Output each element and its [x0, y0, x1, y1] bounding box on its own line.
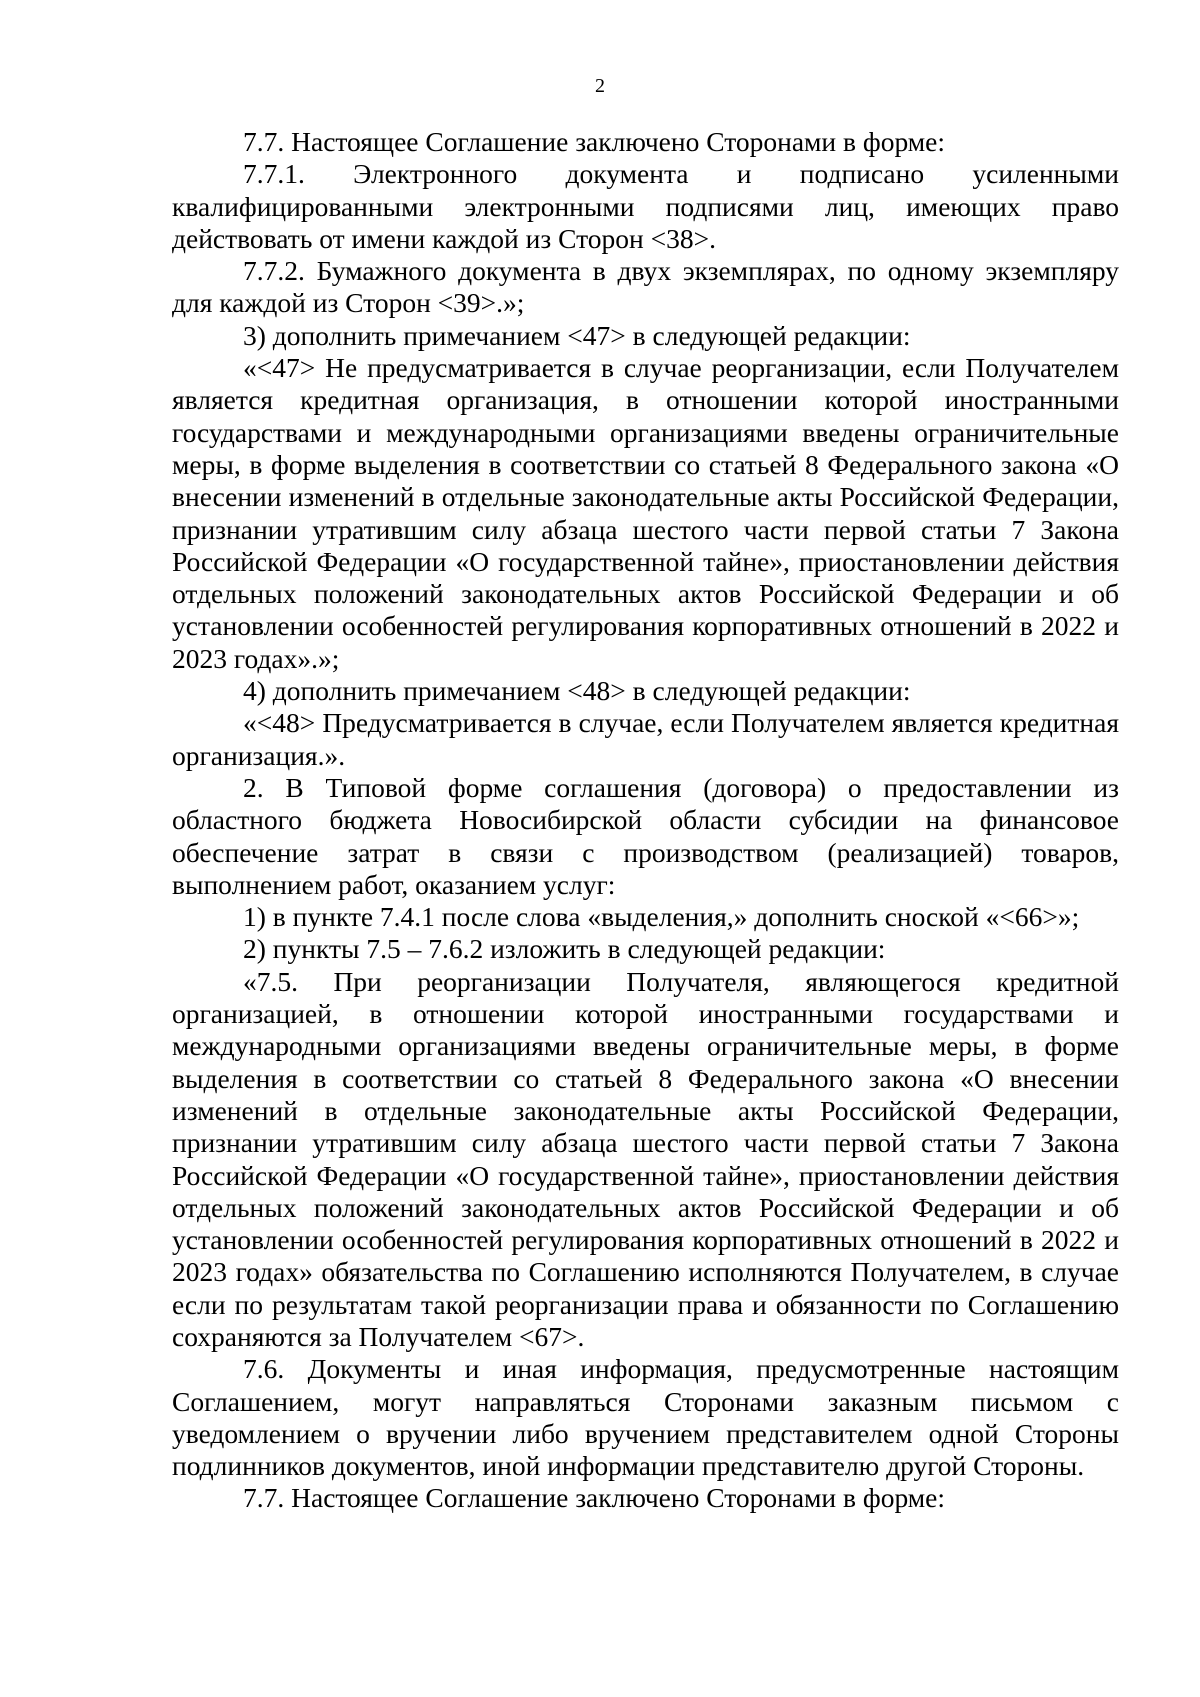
page-number: 2 — [595, 75, 605, 97]
paragraph-section-2-item-2: 2) пункты 7.5 – 7.6.2 изложить в следующей редакции: — [243, 933, 886, 965]
paragraph-section-2-item-1: 1) в пункте 7.4.1 после слова «выделения,» дополнить сноской «<66>»; — [243, 901, 1080, 933]
paragraph-7-7-1: 7.7.1. Электронного документа и подписано усиленными квалифицированными электронными подписями лиц, имеющих право действовать от имени каждой из Сторон <38>. — [172, 158, 1119, 254]
paragraph-note-48: «<48> Предусматривается в случае, если Получателем является кредитная организация.». — [172, 707, 1119, 771]
paragraph-item-4: 4) дополнить примечанием <48> в следующей редакции: — [243, 675, 911, 707]
paragraph-7-7-heading: 7.7. Настоящее Соглашение заключено Сторонами в форме: — [243, 126, 946, 157]
paragraph-7-5: «7.5. При реорганизации Получателя, являющегося кредитной организацией, в отношении которой иностранными государствами и международными организациями введены ограничительные меры, в форме выделения в соответствии со статьей 8 Федерального закона «О внесении изменений в отдельные законодательные акты Российской Федерации, признании утратившим силу абзаца шестого части первой статьи 7 Закона Российской Федерации «О государственной тайне», приостановлении действия отдельных положений законодательных актов Российской Федерации и об установлении особенностей регулирования корпоративных отношений в 2022 и 2023 годах» обязательства по Соглашению исполняются Получателем, в случае если по результатам такой реорганизации права и обязанности по Соглашению сохраняются за Получателем <67>. — [172, 965, 1119, 1352]
paragraph-7-7-2: 7.7.2. Бумажного документа в двух экземплярах, по одному экземпляру для каждой из Сторон <39>.»; — [172, 255, 1119, 319]
paragraph-note-47: «<47> Не предусматривается в случае реорганизации, если Получателем является кредитная организация, в отношении которой иностранными государствами и международными организациями введены ограничительные меры, в форме выделения в соответствии со статьей 8 Федерального закона «О внесении изменений в отдельные законодательные акты Российской Федерации, признании утратившим силу абзаца шестого части первой статьи 7 Закона Российской Федерации «О государственной тайне», приостановлении действия отдельных положений законодательных актов Российской Федерации и об установлении особенностей регулирования корпоративных отношений в 2022 и 2023 годах».»; — [172, 352, 1119, 674]
document-body — [172, 126, 1119, 1515]
paragraph-section-2: 2. В Типовой форме соглашения (договора) о предоставлении из областного бюджета Новосибирской области субсидии на финансовое обеспечение затрат в связи с производством (реализацией) товаров, выполнением работ, оказанием услуг: — [172, 771, 1119, 900]
paragraph-item-3: 3) дополнить примечанием <47> в следующей редакции: — [243, 319, 911, 351]
paragraph-7-7-final: 7.7. Настоящее Соглашение заключено Сторонами в форме: — [243, 1482, 946, 1514]
paragraph-7-6: 7.6. Документы и иная информация, предусмотренные настоящим Соглашением, могут направляться Сторонами заказным письмом с уведомлением о вручении либо вручением представителем одной Стороны подлинников документов, иной информации представителю другой Стороны. — [172, 1353, 1119, 1482]
